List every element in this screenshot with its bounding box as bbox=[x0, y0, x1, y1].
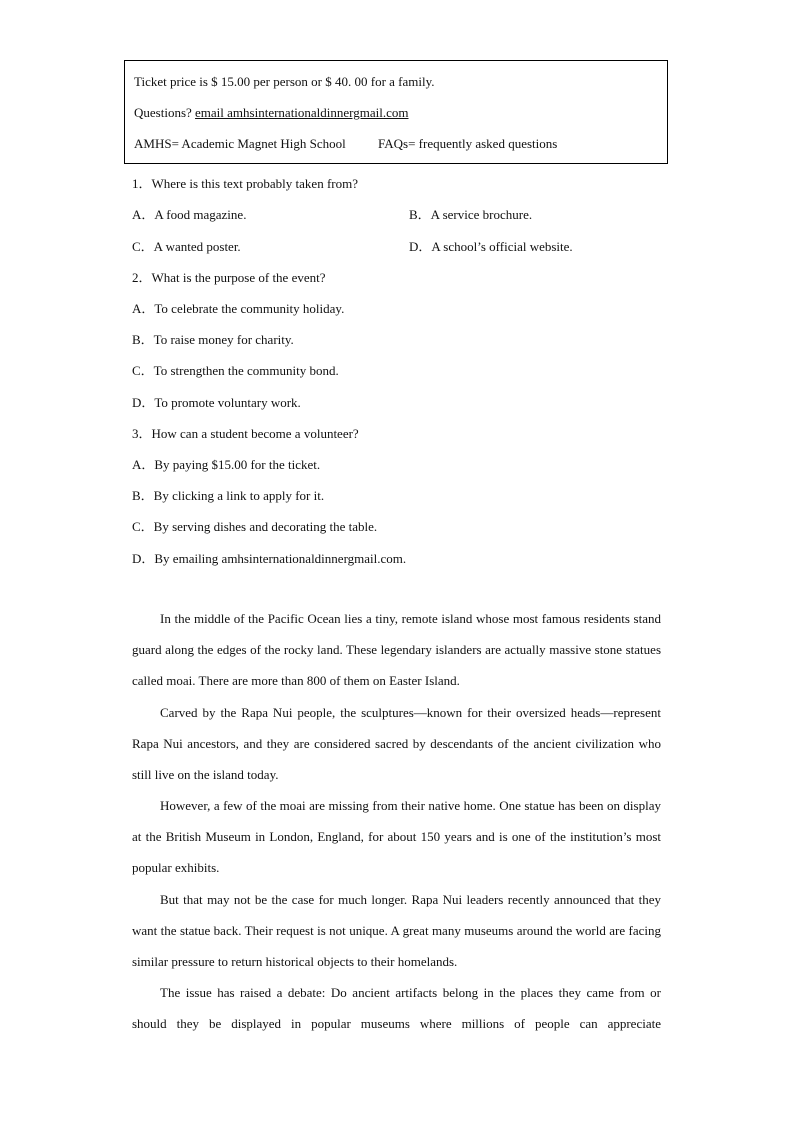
passage-paragraph-1: In the middle of the Pacific Ocean lies a tiny, remote island whose most famous residents stand guard along the edges of the rocky land. These legendary islanders are actually massive stone statues called moai. There are more than 800 of them on Easter Island. bbox=[132, 611, 661, 689]
abbreviation-amhs: AMHS= Academic Magnet High School bbox=[134, 136, 346, 151]
question-1-option-a: A．A food magazine. bbox=[132, 207, 247, 222]
question-2-option-a: A．To celebrate the community holiday. bbox=[132, 301, 345, 316]
questions-label: Questions? bbox=[134, 105, 196, 120]
question-1-option-c: C．A wanted poster. bbox=[132, 239, 241, 254]
passage-paragraph-4: But that may not be the case for much longer. Rapa Nui leaders recently announced that they want the statue back. Their request is not unique. A great many museums around the world are facing similar pressure to return historical objects to their homelands. bbox=[132, 892, 661, 970]
question-2-stem: 2．What is the purpose of the event? bbox=[132, 270, 326, 285]
passage-paragraph-5: The issue has raised a debate: Do ancient artifacts belong in the places they came from or should they be displayed in popular museums where millions of people can appreciate bbox=[132, 985, 661, 1032]
question-3-stem: 3．How can a student become a volunteer? bbox=[132, 426, 359, 441]
question-1-option-b: B．A service brochure. bbox=[409, 207, 533, 222]
question-2-option-d: D．To promote voluntary work. bbox=[132, 395, 301, 410]
question-2-option-c: C．To strengthen the community bond. bbox=[132, 363, 339, 378]
question-1-option-d: D．A school’s official website. bbox=[409, 239, 573, 254]
email-link[interactable]: email amhsinternationaldinnergmail.com bbox=[195, 105, 409, 120]
question-3-option-d: D．By emailing amhsinternationaldinnergmail.com. bbox=[132, 551, 407, 566]
question-2-option-b: B．To raise money for charity. bbox=[132, 332, 294, 347]
abbreviation-faqs: FAQs= frequently asked questions bbox=[378, 136, 558, 151]
questions-line bbox=[134, 105, 409, 121]
ticket-price-text: Ticket price is $ 15.00 per person or $ 40. 00 for a family. bbox=[134, 74, 435, 89]
question-3-option-a: A．By paying $15.00 for the ticket. bbox=[132, 457, 321, 472]
passage-paragraph-2: Carved by the Rapa Nui people, the sculptures—known for their oversized heads—represent Rapa Nui ancestors, and they are considered sacred by descendants of the ancient civilization who still live on the island today. bbox=[132, 705, 661, 783]
passage-paragraph-3: However, a few of the moai are missing from their native home. One statue has been on display at the British Museum in London, England, for about 150 years and is one of the institution’s most popular exhibits. bbox=[132, 798, 661, 876]
question-1-stem: 1．Where is this text probably taken from? bbox=[132, 176, 358, 191]
question-3-option-c: C．By serving dishes and decorating the table. bbox=[132, 519, 378, 534]
question-3-option-b: B．By clicking a link to apply for it. bbox=[132, 488, 325, 503]
event-info-box bbox=[124, 60, 668, 164]
